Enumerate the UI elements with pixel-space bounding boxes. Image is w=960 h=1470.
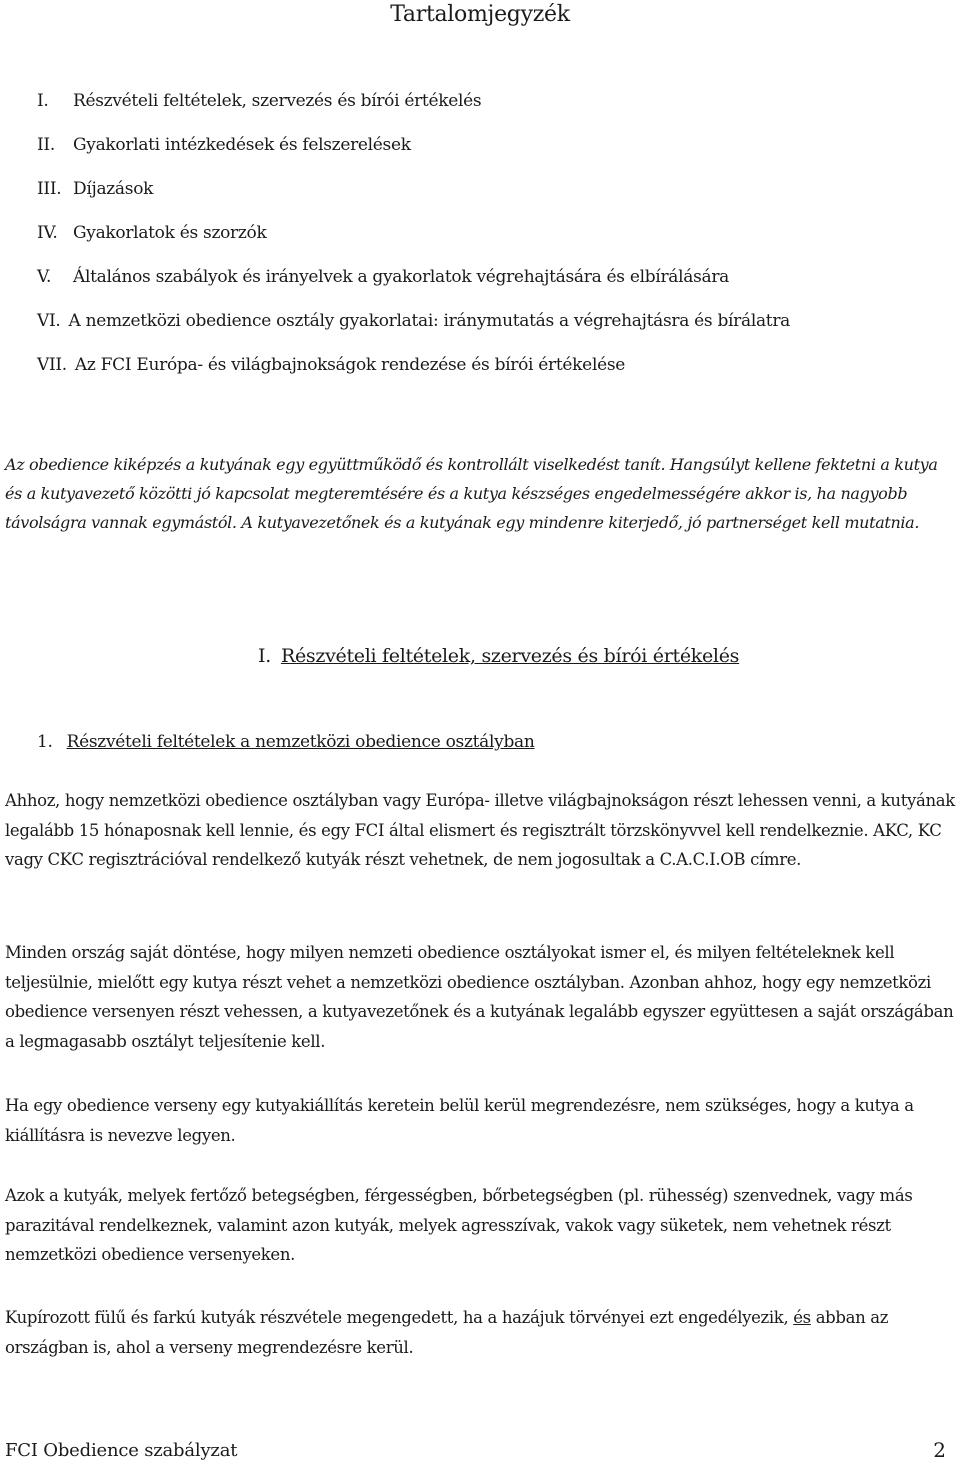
toc-item-text: Általános szabályok és irányelvek a gyakorlatok végrehajtására és elbírálására <box>73 267 729 287</box>
paragraph-national-classes: Minden ország saját döntése, hogy milyen nemzeti obedience osztályokat ismer el, és milyen feltételeknek kell teljesülnie, mielőtt egy kutya részt vehet a nemzetközi obedience osztályban. Azonban ahhoz, hogy egy nemzetközi obedience versenyen részt vehessen, a kutyavezetőnek és a kutyának legalább egyszer együttesen a saját országában a legmagasabb osztályt teljesítenie kell. <box>5 943 954 1051</box>
toc-item <box>37 264 937 308</box>
paragraph-text: abban az országban is, ahol a verseny megrendezésre kerül. <box>5 1308 889 1357</box>
toc-item <box>37 176 937 220</box>
toc-item-text: Díjazások <box>73 179 154 199</box>
intro-paragraph: Az obedience kiképzés a kutyának egy együttműködő és kontrollált viselkedést tanít. Hangsúlyt kellene fektetni a kutya és a kutyavezető közötti jó kapcsolat megteremtésére és a kutya készséges engedelmességére akkor is, ha nagyobb távolságra vannak egymástól. A kutyavezetőnek és a kutyának egy mindenre kiterjedő, jó partnerséget kell mutatnia. <box>5 455 938 532</box>
toc-item-number: V. <box>37 267 52 287</box>
toc-item <box>37 352 937 396</box>
toc-item-text: Az FCI Európa- és világbajnokságok rendezése és bírói értékelése <box>74 355 626 375</box>
page-title: Tartalomjegyzék <box>390 2 570 27</box>
toc-item-text: A nemzetközi obedience osztály gyakorlatai: iránymutatás a végrehajtásra és bírálatra <box>68 311 791 331</box>
toc-item-number: VI. <box>37 311 61 331</box>
footer-document-title: FCI Obedience szabályzat <box>5 1440 238 1461</box>
toc-item-number: VII. <box>37 355 67 375</box>
page-number: 2 <box>933 1438 946 1462</box>
paragraph-eligibility: Ahhoz, hogy nemzetközi obedience osztályban vagy Európa- illetve világbajnokságon részt lehessen venni, a kutyának legalább 15 hónaposnak kell lennie, és egy FCI által elismert és regisztrált törzskönyvvel kell rendelkeznie. AKC, KC vagy CKC regisztrációval rendelkező kutyák részt vehetnek, de nem jogosultak a C.A.C.I.OB címre. <box>5 791 955 869</box>
toc-item-text: Gyakorlatok és szorzók <box>73 223 267 243</box>
toc-item <box>37 88 937 132</box>
toc-item-number: IV. <box>37 223 58 243</box>
underlined-word: és <box>793 1308 811 1327</box>
paragraph-dog-show: Ha egy obedience verseny egy kutyakiállítás keretein belül kerül megrendezésre, nem szükséges, hogy a kutya a kiállításra is nevezve legyen. <box>5 1096 914 1145</box>
paragraph-text: Kupírozott fülű és farkú kutyák részvétele megengedett, ha a hazájuk törvényei ezt engedélyezik, <box>5 1308 794 1327</box>
subsection-title: Részvételi feltételek a nemzetközi obedience osztályban <box>66 732 535 752</box>
toc-item-number: I. <box>37 91 49 111</box>
toc-item-number: II. <box>37 135 55 155</box>
toc-item-text: Gyakorlati intézkedések és felszerelések <box>73 135 411 155</box>
paragraph-health: Azok a kutyák, melyek fertőző betegségben, férgességben, bőrbetegségben (pl. rühesség) szenvednek, vagy más parazitával rendelkeznek, valamint azon kutyák, melyek agresszívak, vakok vagy süketek, nem vehetnek részt nemzetközi obedience versenyeken. <box>5 1186 913 1264</box>
table-of-contents <box>37 88 937 396</box>
section-number: I. <box>258 645 271 667</box>
subsection-heading <box>37 732 535 752</box>
section-heading <box>258 645 739 667</box>
toc-item <box>37 308 937 352</box>
toc-item <box>37 132 937 176</box>
toc-item <box>37 220 937 264</box>
paragraph-docked-dogs <box>5 1303 955 1362</box>
toc-item-text: Részvételi feltételek, szervezés és bírói értékelés <box>73 91 482 111</box>
toc-item-number: III. <box>37 179 62 199</box>
section-title: Részvételi feltételek, szervezés és bírói értékelés <box>280 645 740 667</box>
subsection-number: 1. <box>37 732 53 752</box>
